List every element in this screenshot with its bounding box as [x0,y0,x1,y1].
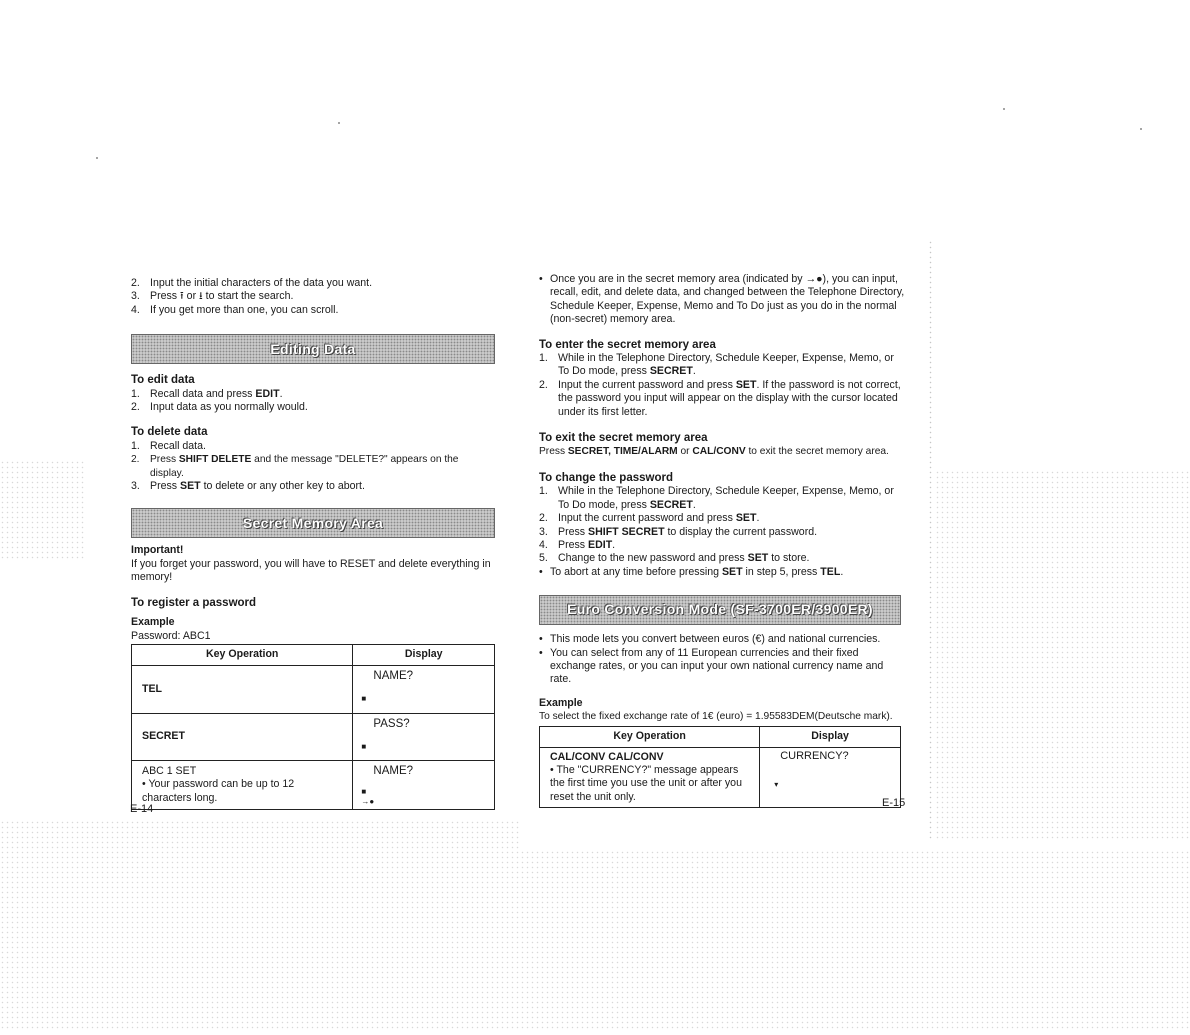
scan-noise-bottom-left [0,820,520,1030]
left-page [131,277,495,810]
scan-speck [96,157,98,159]
list-item: • To abort at any time before pressing SET in step 5, press TEL. [539,565,844,578]
secret-memory-banner: Secret Memory Area [131,508,495,538]
list-item: • This mode lets you convert between euros (€) and national currencies. [539,633,881,646]
table-header-row [540,726,901,747]
list-item: 2. Input data as you normally would. [131,401,308,414]
enter-steps [539,352,905,419]
secret-indicator-icon: →● [361,796,375,806]
list-item: 2. Press SHIFT DELETE and the message "DELETE?" appears on the display. [131,454,459,479]
editing-data-banner: Editing Data [131,334,495,364]
scan-noise-left [0,460,85,560]
change-steps [539,485,905,565]
register-heading: To register a password [131,596,257,609]
key-operation: SECRET [142,730,185,743]
cursor-icon: ■ [361,693,367,703]
display-text: NAME? [373,669,414,682]
display-text: CURRENCY? [780,749,849,762]
important-label: Important! [131,544,184,557]
table-header-row [132,644,495,665]
page-number-left: E-14 [130,803,154,815]
list-item: 4. If you get more than one, you can scroll. [131,303,339,316]
right-page [539,273,905,808]
euro-bullets [539,633,905,687]
exit-heading: To exit the secret memory area [539,432,708,445]
example-text: To select the fixed exchange rate of 1€ (euro) = 1.95583DEM(Deutsche mark). [539,711,893,723]
key-operation: TEL [142,682,163,695]
scan-noise-right [935,470,1190,840]
cursor-icon: ■ [361,786,367,796]
list-item: 4. Press EDIT. [539,538,616,551]
list-item: 1. While in the Telephone Directory, Schedule Keeper, Expense, Memo, or To Do mode, press SECRET. [539,352,894,378]
search-steps [131,277,495,317]
euro-table [539,726,901,809]
key-operation: ABC 1 SET [142,764,197,777]
table-row [132,713,495,760]
page-number-right: E-15 [882,797,906,809]
col-display-header: Display [353,644,495,665]
edit-heading: To edit data [131,374,195,387]
list-item: 2. Input the initial characters of the data you want. [131,277,373,289]
intro-bullets [539,273,905,327]
col-key-header: Key Operation [540,726,760,747]
list-item: 1. Recall data. [131,439,206,452]
example-label: Example [539,696,583,709]
table-row [132,665,495,713]
delete-heading: To delete data [131,426,208,439]
list-item: 5. Change to the new password and press SET to store. [539,552,810,565]
list-item: 3. Press SHIFT SECRET to display the current password. [539,525,818,538]
change-heading: To change the password [539,471,673,484]
list-item: 2. Input the current password and press SET. If the password is not correct, the password you input will appear on the display with the cursor located under its first letter. [539,378,901,418]
list-item: 3. Press ⭱ or ⭳ to start the search. [131,290,294,303]
cursor-icon: ▾ [774,779,779,789]
euro-conversion-banner: Euro Conversion Mode (SF-3700ER/3900ER) [539,595,901,625]
display-text: PASS? [373,717,410,730]
key-note: • Your password can be up to 12 characters long. [142,778,295,804]
key-note: • The "CURRENCY?" message appears the first time you use the unit or after you reset the unit only. [550,763,742,803]
list-item: 1. Recall data and press EDIT. [131,387,283,400]
scan-speck [1003,108,1005,110]
list-item: 3. Press SET to delete or any other key to abort. [131,480,365,493]
scan-speck [1140,128,1142,130]
table-row [132,760,495,809]
table-row [540,747,901,808]
list-item: 1. While in the Telephone Directory, Schedule Keeper, Expense, Memo, or To Do mode, press SECRET. [539,485,894,511]
example-label: Example [131,616,175,629]
edit-steps [131,388,495,415]
list-item: 2. Input the current password and press SET. [539,512,760,525]
scan-noise-bottom-right [520,850,1190,1030]
col-display-header: Display [760,726,901,747]
list-item: • You can select from any of 11 European currencies and their fixed exchange rates, or you can input your own national currency name and rate. [539,646,884,686]
important-text: If you forget your password, you will have to RESET and delete everything in memory! [131,557,491,584]
exit-text: Press SECRET, TIME/ALARM or CAL/CONV to exit the secret memory area. [539,446,889,458]
enter-heading: To enter the secret memory area [539,338,716,351]
col-key-header: Key Operation [132,644,353,665]
scan-noise-right-edge [928,240,934,840]
delete-steps [131,440,495,494]
abort-bullet [539,566,905,579]
display-text: NAME? [373,764,414,777]
password-example: Password: ABC1 [131,629,211,642]
cursor-icon: ■ [361,741,367,751]
list-item: • Once you are in the secret memory area (indicated by →●), you can input, recall, edit, and delete data, and changed between the Telephone Directory, Schedule Keeper, Expense, Memo and To Do just as you do in the normal (non-secret) memory area. [539,273,905,326]
password-table [131,644,495,810]
scan-speck [338,122,340,124]
key-operation: CAL/CONV CAL/CONV [550,750,664,763]
